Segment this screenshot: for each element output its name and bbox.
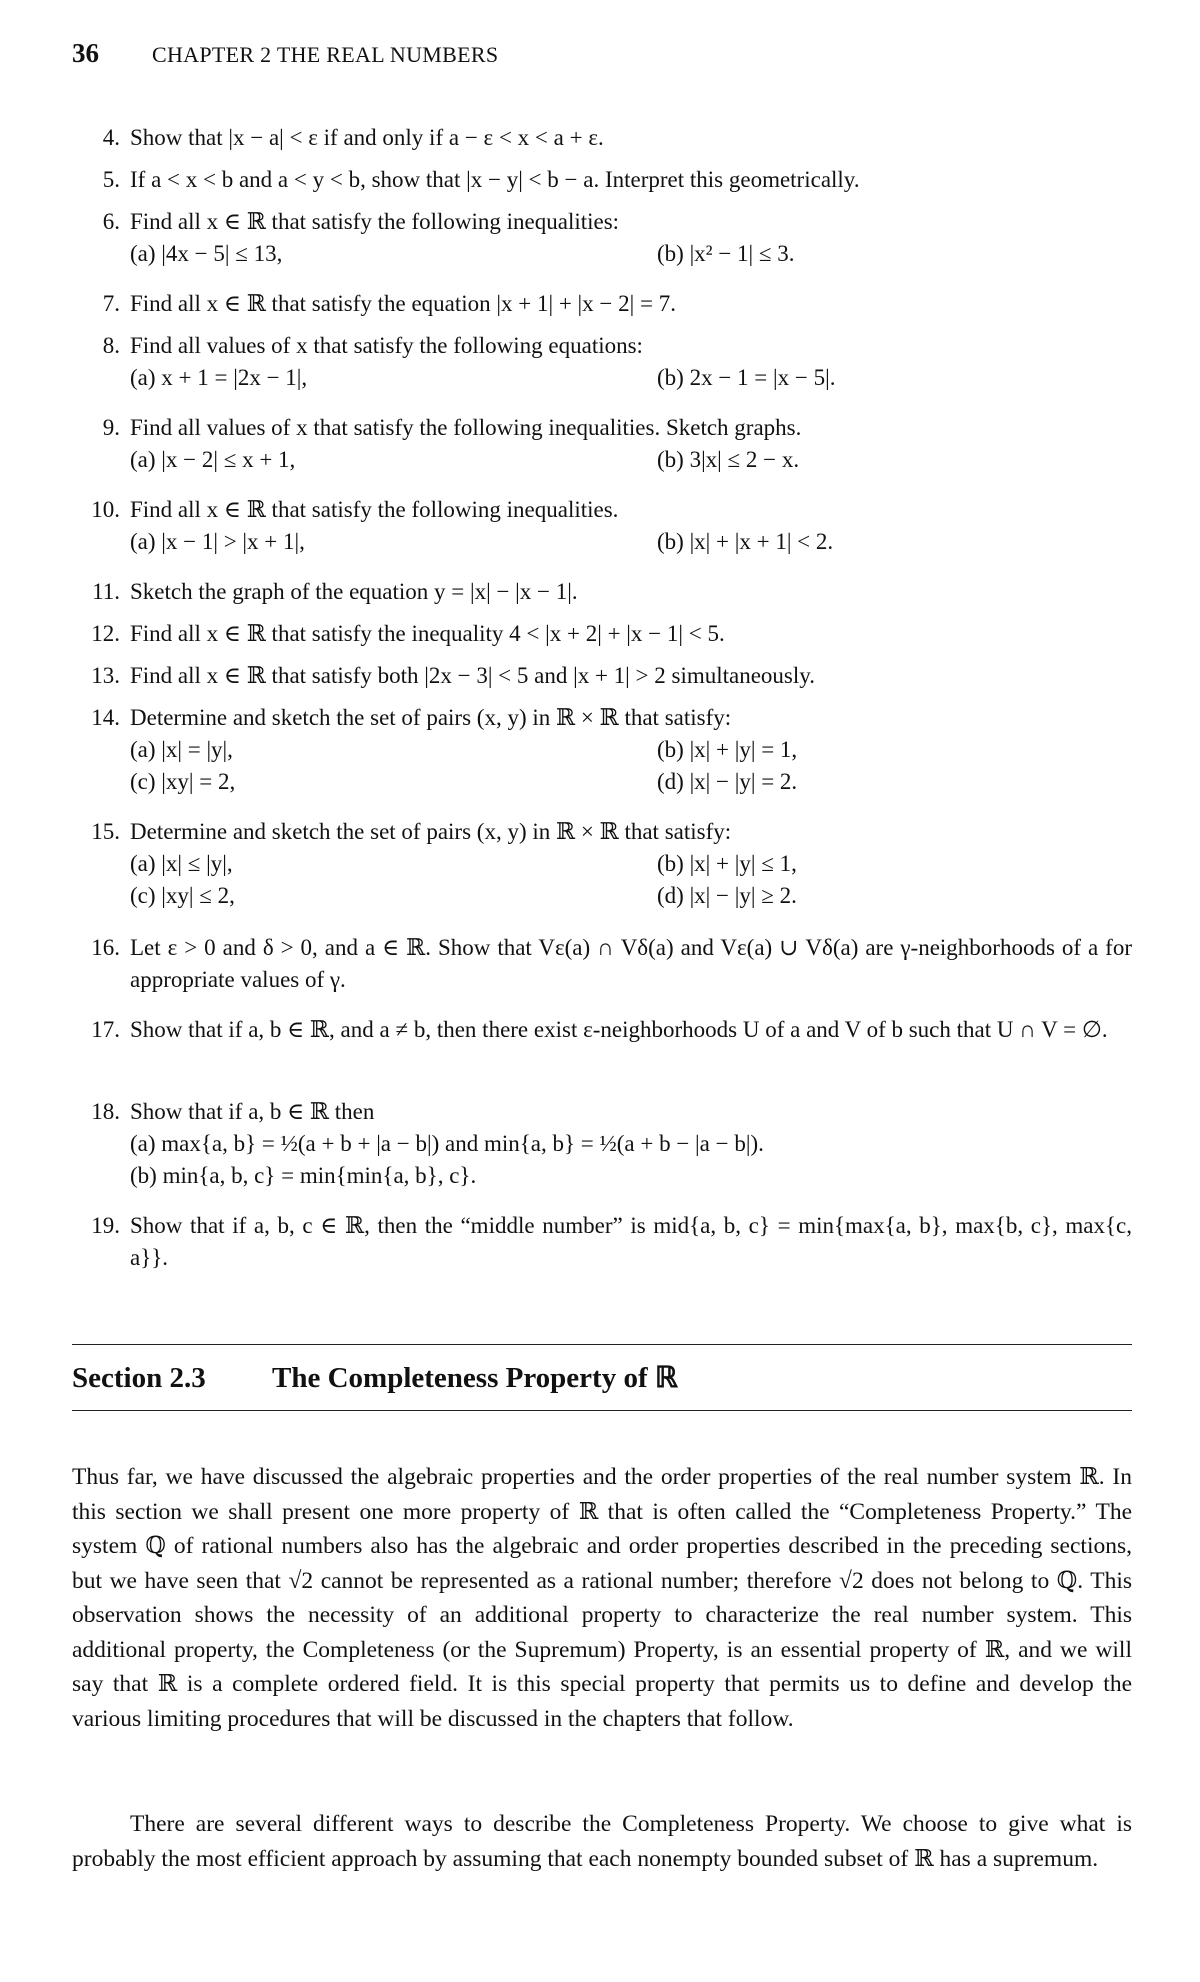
exercise-number: 18. <box>91 1099 120 1124</box>
exercise-number: 19. <box>91 1213 120 1238</box>
exercise-part-a: (a) max{a, b} = ½(a + b + |a − b|) and min{a, b} = ½(a + b − |a − b|). <box>130 1131 764 1156</box>
exercise-text: If a < x < b and a < y < b, show that |x − y| < b − a. Interpret this geometrically. <box>130 167 860 192</box>
body-paragraph: Thus far, we have discussed the algebraic properties and the order properties of the real number system ℝ. In this section we shall present one more property of ℝ that is often called the “Completeness Property.” The system ℚ of rational numbers also has the algebraic and order properties described in the preceding sections, but we have seen that √2 cannot be represented as a rational number; therefore √2 does not belong to ℚ. This observation shows the necessity of an additional property to characterize the real number system. This additional property, the Completeness (or the Supremum) Property, is an essential property of ℝ, and we will say that ℝ is a complete ordered field. It is this special property that permits us to define and develop the various limiting procedures that will be discussed in the chapters that follow. <box>72 1464 1132 1732</box>
part-d: (d) |x| − |y| ≥ 2. <box>657 883 797 908</box>
section-rule-bottom <box>72 1410 1132 1411</box>
chapter-title: CHAPTER 2 THE REAL NUMBERS <box>152 42 499 67</box>
exercise-number: 11. <box>92 579 120 604</box>
part-b: (b) |x| + |y| = 1, <box>657 737 798 762</box>
part-b: (b) 3|x| ≤ 2 − x. <box>657 447 800 472</box>
exercise-number: 17. <box>91 1017 120 1042</box>
exercise-parts <box>130 444 1132 476</box>
exercise-parts <box>130 766 1132 798</box>
part-c: (c) |xy| = 2, <box>130 769 236 794</box>
exercise-text: Find all values of x that satisfy the following inequalities. Sketch graphs. <box>130 415 802 440</box>
section-rule-top <box>72 1344 1132 1345</box>
part-a: (a) |x| = |y|, <box>130 737 233 762</box>
exercise-number: 16. <box>91 935 120 960</box>
running-head <box>72 38 498 69</box>
exercise-text: Find all x ∈ ℝ that satisfy the equation |x + 1| + |x − 2| = 7. <box>130 291 676 316</box>
part-b: (b) |x² − 1| ≤ 3. <box>657 241 795 266</box>
exercise-parts <box>130 848 1132 880</box>
exercise-parts <box>130 362 1132 394</box>
exercise-text: Show that if a, b ∈ ℝ then <box>130 1099 375 1124</box>
exercise-text: Find all values of x that satisfy the following equations: <box>130 333 643 358</box>
part-b: (b) 2x − 1 = |x − 5|. <box>657 365 836 390</box>
exercise-number: 14. <box>91 705 120 730</box>
exercise-parts <box>130 880 1132 912</box>
part-a: (a) |x − 1| > |x + 1|, <box>130 529 305 554</box>
exercise-text: Find all x ∈ ℝ that satisfy the following inequalities. <box>130 497 619 522</box>
exercise-text: Let ε > 0 and δ > 0, and a ∈ ℝ. Show that Vε(a) ∩ Vδ(a) and Vε(a) ∪ Vδ(a) are γ-neighborhoods of a for appropriate values of γ. <box>130 935 1132 992</box>
exercise-number: 12. <box>91 621 120 646</box>
exercise-part-b: (b) min{a, b, c} = min{min{a, b}, c}. <box>130 1163 477 1188</box>
part-a: (a) |x| ≤ |y|, <box>130 851 233 876</box>
part-d: (d) |x| − |y| = 2. <box>657 769 798 794</box>
exercise-text: Find all x ∈ ℝ that satisfy both |2x − 3| < 5 and |x + 1| > 2 simultaneously. <box>130 663 816 688</box>
part-a: (a) x + 1 = |2x − 1|, <box>130 365 308 390</box>
page-number: 36 <box>72 38 99 68</box>
exercise-number: 4. <box>102 125 120 150</box>
exercise-parts <box>130 734 1132 766</box>
exercise-text: Show that |x − a| < ε if and only if a − ε < x < a + ε. <box>130 125 604 150</box>
part-c: (c) |xy| ≤ 2, <box>130 883 235 908</box>
exercise-text: Sketch the graph of the equation y = |x| − |x − 1|. <box>130 579 578 604</box>
body-paragraph: There are several different ways to describe the Completeness Property. We choose to give what is probably the most efficient approach by assuming that each nonempty bounded subset of ℝ has a supremum. <box>72 1811 1132 1872</box>
exercise-text: Determine and sketch the set of pairs (x, y) in ℝ × ℝ that satisfy: <box>130 819 732 844</box>
section-title: The Completeness Property of ℝ <box>272 1362 678 1394</box>
section-heading <box>72 1360 678 1395</box>
exercise-parts <box>130 238 1132 270</box>
exercise-number: 15. <box>91 819 120 844</box>
exercise-text: Find all x ∈ ℝ that satisfy the following inequalities: <box>130 209 620 234</box>
part-a: (a) |4x − 5| ≤ 13, <box>130 241 283 266</box>
exercise-number: 7. <box>102 291 120 316</box>
section-number: Section 2.3 <box>72 1362 206 1394</box>
part-a: (a) |x − 2| ≤ x + 1, <box>130 447 296 472</box>
exercise-number: 5. <box>102 167 120 192</box>
exercise-number: 9. <box>102 415 120 440</box>
part-b: (b) |x| + |y| ≤ 1, <box>657 851 797 876</box>
exercise-number: 10. <box>91 497 120 522</box>
exercise-parts <box>130 526 1132 558</box>
exercise-number: 6. <box>102 209 120 234</box>
exercise-number: 13. <box>91 663 120 688</box>
exercise-text: Find all x ∈ ℝ that satisfy the inequality 4 < |x + 2| + |x − 1| < 5. <box>130 621 725 646</box>
exercise-number: 8. <box>102 333 120 358</box>
exercise-text: Show that if a, b ∈ ℝ, and a ≠ b, then there exist ε-neighborhoods U of a and V of b such that U ∩ V = ∅. <box>130 1017 1108 1042</box>
part-b: (b) |x| + |x + 1| < 2. <box>657 529 834 554</box>
exercise-text: Determine and sketch the set of pairs (x, y) in ℝ × ℝ that satisfy: <box>130 705 732 730</box>
exercise-text: Show that if a, b, c ∈ ℝ, then the “middle number” is mid{a, b, c} = min{max{a, b}, max{b, c}, max{c, a}}. <box>130 1213 1132 1270</box>
